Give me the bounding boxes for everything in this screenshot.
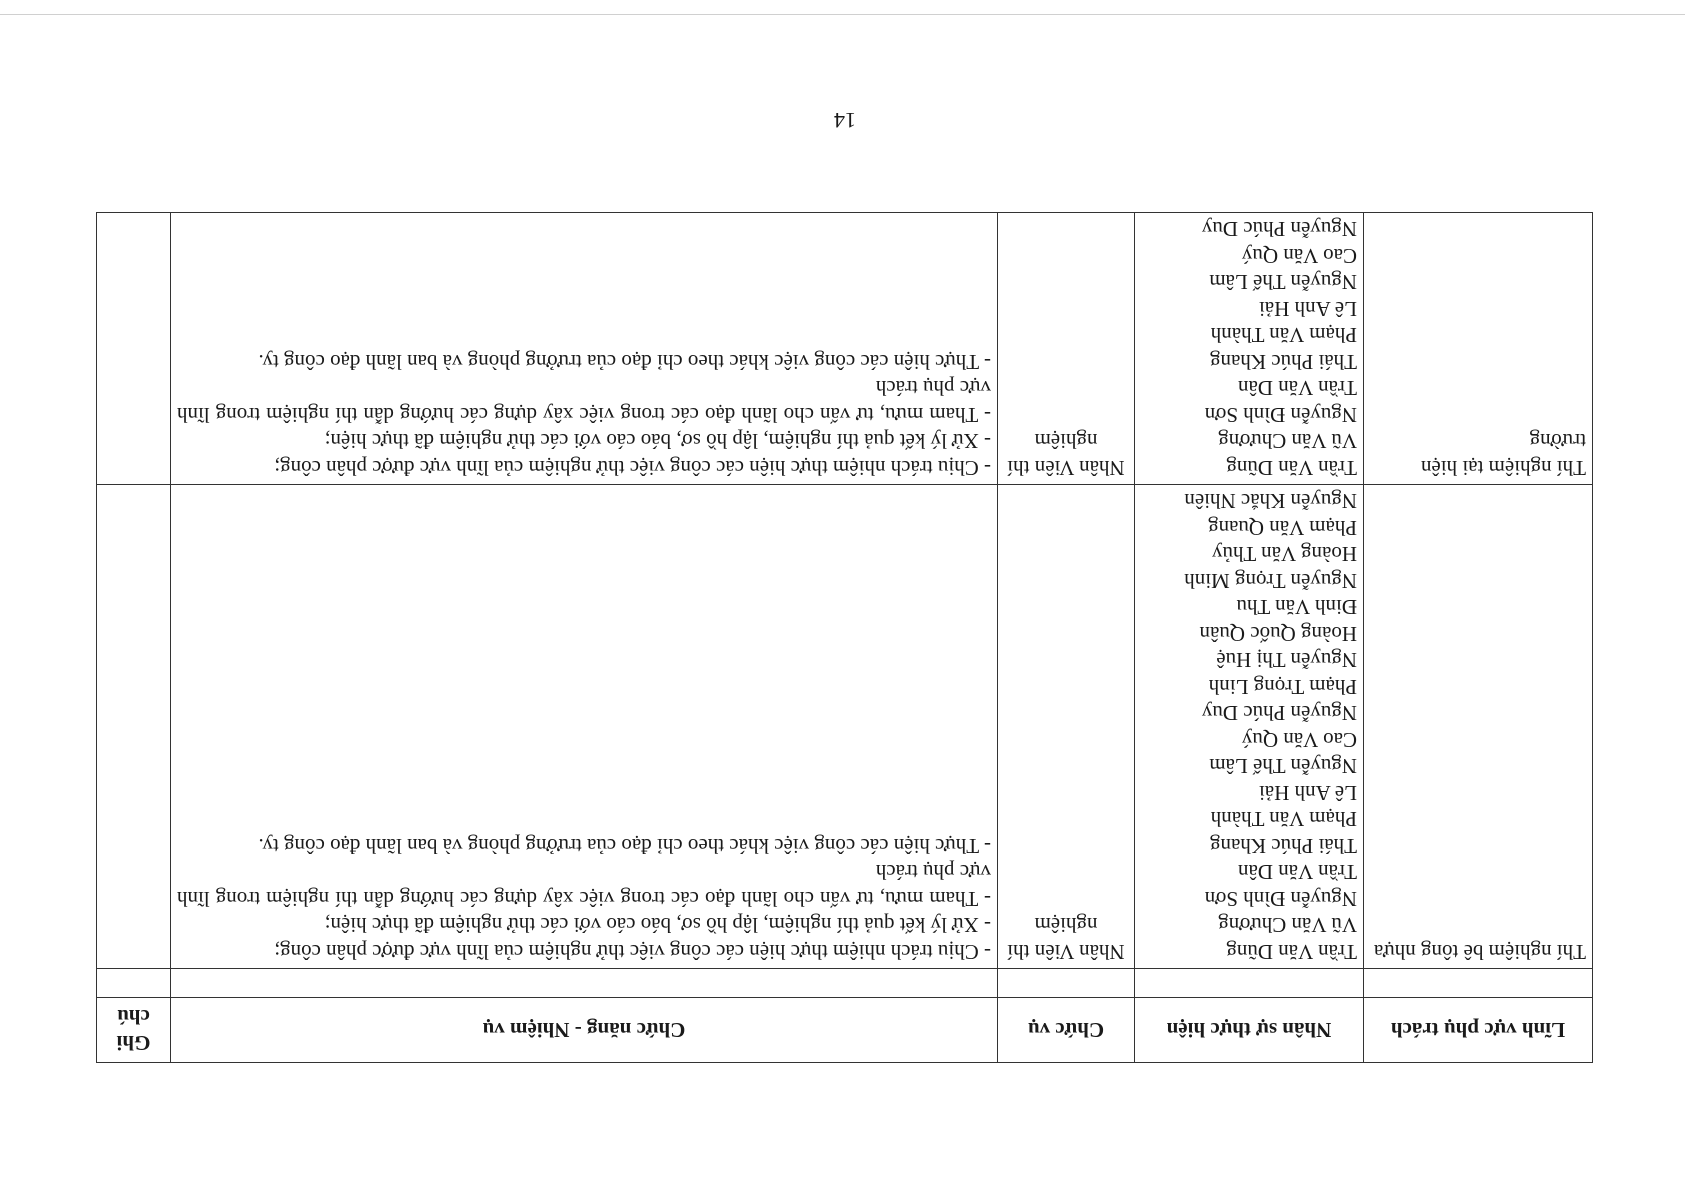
- staff-cell: [1135, 213, 1364, 485]
- duty-item: - Thực hiện các công việc khác theo chỉ đạo của trưởng phòng và ban lãnh đạo công ty.: [258, 350, 991, 374]
- field-cell: Thí nghiệm tại hiện trường: [1364, 213, 1593, 485]
- staff-name: Nguyễn Thị Huệ: [1216, 648, 1357, 673]
- staff-name: Phạm Trọng Linh: [1208, 675, 1357, 699]
- duty-item: - Tham mưu, tư vấn cho lãnh đạo các trong việc xây dựng các hướng dẫn thí nghiệm trong lĩnh vực phụ trách: [177, 376, 991, 427]
- header-staff: Nhân sự thực hiện: [1135, 998, 1364, 1063]
- duty-item: - Xử lý kết quả thí nghiệm, lập hồ sơ, báo cáo với các thử nghiệm đã thực hiện;: [324, 913, 991, 938]
- staff-name: Phạm Văn Thành: [1210, 807, 1357, 832]
- duty-cell: [171, 213, 998, 485]
- staff-name: Phạm Văn Quang: [1208, 516, 1357, 540]
- table-header-row: [97, 998, 1593, 1063]
- staff-name: Nguyễn Phúc Duy: [1201, 217, 1357, 242]
- staff-name: Thái Phúc Khang: [1210, 834, 1357, 858]
- staff-name: Nguyễn Thế Lâm: [1209, 754, 1357, 779]
- staff-name: Thái Phúc Khang: [1210, 350, 1357, 374]
- duty-cell: [171, 485, 998, 969]
- note-cell: [97, 213, 171, 485]
- staff-name: Trần Văn Dũng: [1226, 940, 1357, 964]
- staff-name: Nguyễn Đình Sơn: [1204, 887, 1357, 911]
- staff-name: Nguyễn Thế Lâm: [1209, 270, 1357, 295]
- staff-name: Nguyễn Đình Sơn: [1204, 403, 1357, 427]
- duty-item: - Tham mưu, tư vấn cho lãnh đạo các trong việc xây dựng các hướng dẫn thí nghiệm trong lĩnh vực phụ trách: [177, 860, 991, 911]
- staff-name: Nguyễn Khắc Nhiên: [1184, 489, 1357, 514]
- staff-name: Cao Văn Quý: [1241, 728, 1357, 752]
- table-row: [97, 213, 1593, 485]
- staff-name: Lê Anh Hải: [1259, 781, 1357, 805]
- header-note: Ghi chú: [97, 998, 171, 1063]
- role-cell: Nhân Viên thí nghiệm: [998, 485, 1135, 969]
- staff-name: Trần Văn Dũng: [1226, 456, 1357, 480]
- staff-name: Hoàng Văn Thủy: [1211, 542, 1357, 567]
- responsibility-table: [96, 212, 1593, 1063]
- field-cell: Thí nghiệm bê tông nhựa: [1364, 485, 1593, 969]
- page-number: 14: [834, 108, 856, 133]
- header-role: Chức vụ: [998, 998, 1135, 1063]
- duty-item: - Chịu trách nhiệm thực hiện các công việc thử nghiệm của lĩnh vực được phân công;: [274, 456, 991, 480]
- staff-name: Nguyễn Phúc Duy: [1201, 701, 1357, 726]
- staff-name: Nguyễn Trọng Minh: [1184, 569, 1357, 593]
- staff-cell: [1135, 485, 1364, 969]
- table-row: [97, 485, 1593, 969]
- header-field: Lĩnh vực phụ trách: [1364, 998, 1593, 1063]
- table-blank-row: [97, 969, 1593, 998]
- duty-item: - Chịu trách nhiệm thực hiện các công việc thử nghiệm của lĩnh vực được phân công;: [274, 940, 991, 964]
- staff-name: Đinh Văn Thu: [1236, 595, 1357, 620]
- staff-name: Trần Văn Dân: [1238, 376, 1357, 401]
- staff-name: Trần Văn Dân: [1238, 860, 1357, 885]
- header-duty: Chức năng - Nhiệm vụ: [171, 998, 998, 1063]
- staff-name: Vũ Văn Chương: [1218, 429, 1357, 454]
- staff-name: Vũ Văn Chương: [1218, 913, 1357, 938]
- staff-name: Hoàng Quốc Quân: [1199, 622, 1357, 646]
- staff-name: Cao Văn Quý: [1241, 244, 1357, 268]
- role-cell: Nhân Viên thí nghiệm: [998, 213, 1135, 485]
- staff-name: Phạm Văn Thành: [1210, 323, 1357, 348]
- duty-item: - Thực hiện các công việc khác theo chỉ đạo của trưởng phòng và ban lãnh đạo công ty.: [258, 834, 991, 858]
- duty-item: - Xử lý kết quả thí nghiệm, lập hồ sơ, báo cáo với các thử nghiệm đã thực hiện;: [324, 429, 991, 454]
- staff-name: Lê Anh Hải: [1259, 297, 1357, 321]
- note-cell: [97, 485, 171, 969]
